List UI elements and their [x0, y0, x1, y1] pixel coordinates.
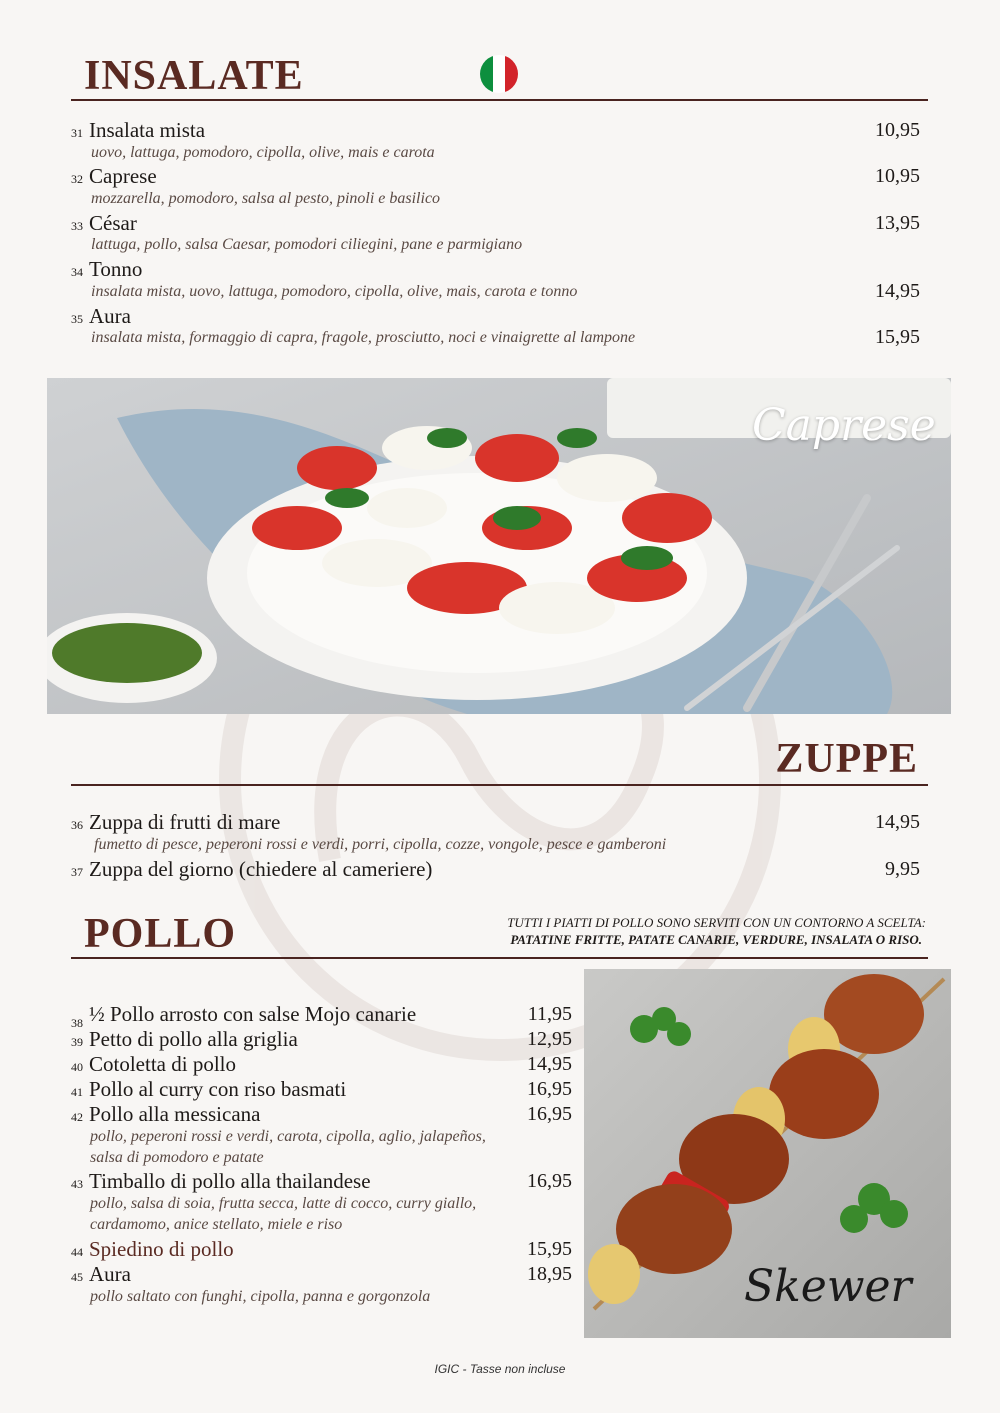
item-number: 38 [71, 1016, 83, 1030]
item-description: pollo saltato con funghi, cipolla, panna e gorgonzola [90, 1288, 431, 1305]
item-price: 10,95 [875, 165, 920, 187]
item-name: Aura [89, 304, 131, 328]
menu-item-39 [71, 1027, 298, 1052]
item-number: 40 [71, 1060, 83, 1074]
menu-item-36 [71, 810, 280, 835]
menu-item-44 [71, 1237, 234, 1262]
menu-item-37 [71, 857, 432, 882]
menu-item-31 [71, 118, 205, 143]
caprese-photo [47, 378, 951, 714]
item-price: 14,95 [875, 280, 920, 302]
menu-item-42 [71, 1102, 260, 1127]
item-number: 32 [71, 172, 83, 186]
item-price: 10,95 [875, 119, 920, 141]
item-number: 39 [71, 1035, 83, 1049]
tax-note: IGIC - Tasse non incluse [434, 1362, 566, 1376]
menu-item-45 [71, 1262, 131, 1287]
item-name: Caprese [89, 164, 157, 188]
insalate-title: INSALATE [84, 53, 304, 99]
menu-item-43 [71, 1169, 371, 1194]
item-number: 43 [71, 1177, 83, 1191]
flag-white-stripe [493, 55, 506, 93]
menu-item-34 [71, 257, 142, 282]
item-price: 11,95 [527, 1003, 572, 1025]
item-number: 33 [71, 219, 83, 233]
item-number: 44 [71, 1245, 83, 1259]
zuppe-title: ZUPPE [775, 736, 918, 782]
menu-item-41 [71, 1077, 346, 1102]
item-number: 45 [71, 1270, 83, 1284]
item-description: lattuga, pollo, salsa Caesar, pomodori ciliegini, pane e parmigiano [91, 236, 523, 253]
menu-item-40 [71, 1052, 236, 1077]
item-price: 16,95 [527, 1170, 572, 1192]
menu-item-33 [71, 211, 137, 236]
menu-item-38 [71, 1002, 417, 1030]
item-price: 13,95 [875, 212, 920, 234]
italian-flag-icon [480, 55, 518, 93]
item-description: uovo, lattuga, pomodoro, cipolla, olive, mais e carota [91, 144, 435, 161]
item-description: cardamomo, anice stellato, miele e riso [90, 1216, 343, 1233]
item-price: 14,95 [875, 811, 920, 833]
item-price: 16,95 [527, 1103, 572, 1125]
item-name: Petto di pollo alla griglia [89, 1027, 298, 1051]
item-number: 35 [71, 312, 83, 326]
item-price: 12,95 [527, 1028, 572, 1050]
item-price: 16,95 [527, 1078, 572, 1100]
item-number: 31 [71, 126, 83, 140]
item-description: fumetto di pesce, peperoni rossi e verdi, porri, cipolla, cozze, vongole, pesce e gamberoni [94, 836, 667, 853]
item-name: Spiedino di pollo [89, 1237, 234, 1261]
item-description: salsa di pomodoro e patate [90, 1149, 264, 1166]
item-name: César [89, 211, 137, 235]
item-description: insalata mista, uovo, lattuga, pomodoro, cipolla, olive, mais, carota e tonno [91, 283, 578, 300]
item-price: 9,95 [885, 858, 920, 880]
item-number: 36 [71, 818, 83, 832]
menu-item-32 [71, 164, 157, 189]
item-number: 42 [71, 1110, 83, 1124]
pollo-note-line2: PATATINE FRITTE, PATATE CANARIE, VERDURE, INSALATA O RISO. [510, 932, 922, 947]
skewer-label: Skewer [744, 1261, 912, 1312]
item-name: Cotoletta di pollo [89, 1052, 236, 1076]
item-name: Zuppa di frutti di mare [89, 810, 281, 834]
menu-item-35 [71, 304, 131, 329]
item-price: 15,95 [527, 1238, 572, 1260]
item-price: 15,95 [875, 326, 920, 348]
pollo-title: POLLO [84, 911, 237, 957]
item-name: ½ Pollo arrosto con salse Mojo canarie [89, 1002, 417, 1026]
item-description: pollo, salsa di soia, frutta secca, latte di cocco, curry giallo, [90, 1195, 477, 1212]
item-name: Insalata mista [89, 118, 206, 142]
item-number: 34 [71, 265, 83, 279]
item-name: Pollo alla messicana [89, 1102, 261, 1126]
item-name: Tonno [89, 257, 143, 281]
item-number: 41 [71, 1085, 83, 1099]
caprese-label: Caprese [752, 400, 936, 451]
item-description: insalata mista, formaggio di capra, fragole, prosciutto, noci e vinaigrette al lampone [91, 329, 636, 346]
zuppe-rule [71, 784, 928, 786]
item-name: Timballo di pollo alla thailandese [89, 1169, 371, 1193]
insalate-rule [71, 99, 928, 101]
item-name: Zuppa del giorno (chiedere al cameriere) [89, 857, 433, 881]
item-description: mozzarella, pomodoro, salsa al pesto, pinoli e basilico [91, 190, 441, 207]
item-name: Aura [89, 1262, 131, 1286]
pollo-rule [71, 957, 928, 959]
item-number: 37 [71, 865, 83, 879]
item-price: 14,95 [527, 1053, 572, 1075]
item-price: 18,95 [527, 1263, 572, 1285]
item-name: Pollo al curry con riso basmati [89, 1077, 347, 1101]
skewer-photo [584, 969, 951, 1338]
pollo-note-line1: TUTTI I PIATTI DI POLLO SONO SERVITI CON UN CONTORNO A SCELTA: [507, 915, 926, 930]
item-description: pollo, peperoni rossi e verdi, carota, cipolla, aglio, jalapeños, [90, 1128, 486, 1145]
